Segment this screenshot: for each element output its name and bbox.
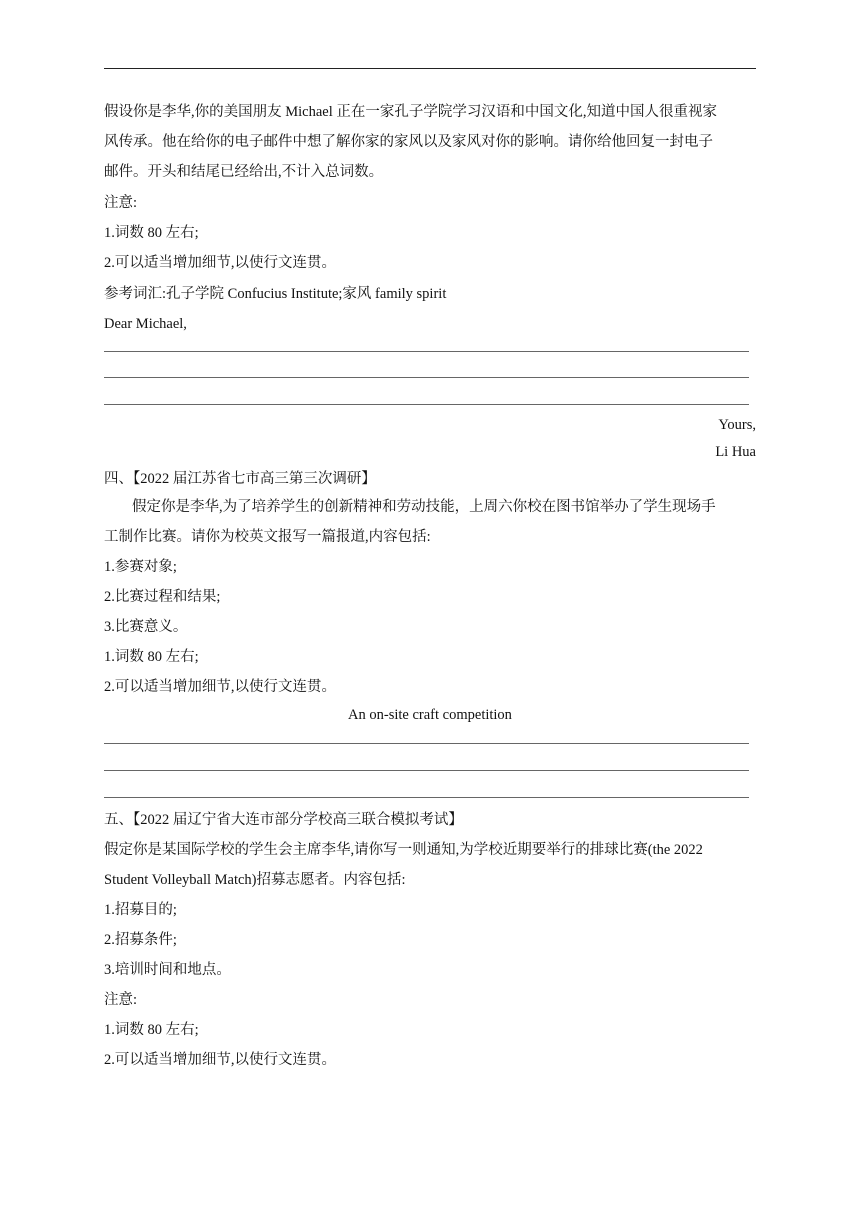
requirement-item: 1.词数 80 左右; [104,649,199,665]
content-item: 3.比赛意义。 [104,619,188,635]
section-heading: 四、【2022 届江苏省七市高三第三次调研】 [104,471,376,487]
answer-line [104,743,749,744]
requirement-item: 2.可以适当增加细节,以使行文连贯。 [104,679,336,695]
prompt-line: 假定你是李华,为了培养学生的创新精神和劳动技能，上周六你校在图书馆举办了学生现场手 [132,499,716,515]
section-heading: 五、【2022 届辽宁省大连市部分学校高三联合模拟考试】 [104,812,463,828]
prompt-line: 工制作比赛。请你为校英文报写一篇报道,内容包括: [104,529,431,545]
requirement-item: 1.词数 80 左右; [104,1022,199,1038]
header-rule [104,68,756,69]
answer-line [104,797,749,798]
requirement-item: 2.可以适当增加细节,以使行文连贯。 [104,255,336,271]
prompt-line: 假设你是李华,你的美国朋友 Michael 正在一家孔子学院学习汉语和中国文化,知道中国人很重视家 [104,104,718,120]
requirement-item: 1.词数 80 左右; [104,225,199,241]
requirement-item: 2.可以适当增加细节,以使行文连贯。 [104,1052,336,1068]
prompt-line: Student Volleyball Match)招募志愿者。内容包括: [104,872,406,888]
letter-closing: Yours, [718,417,756,433]
prompt-line: 风传承。他在给你的电子邮件中想了解你家的家风以及家风对你的影响。请你给他回复一封电子 [104,134,713,150]
note-label: 注意: [104,195,138,211]
content-item: 2.比赛过程和结果; [104,589,221,605]
letter-signature: Li Hua [715,444,756,460]
answer-line [104,404,749,405]
content-item: 1.参赛对象; [104,559,177,575]
essay-title: An on-site craft competition [348,707,512,723]
content-item: 2.招募条件; [104,932,177,948]
content-item: 3.培训时间和地点。 [104,962,231,978]
vocabulary-hint: 参考词汇:孔子学院 Confucius Institute;家风 family spirit [104,286,447,302]
letter-salutation: Dear Michael, [104,316,187,332]
prompt-line: 邮件。开头和结尾已经给出,不计入总词数。 [104,164,384,180]
answer-line [104,770,749,771]
prompt-line: 假定你是某国际学校的学生会主席李华,请你写一则通知,为学校近期要举行的排球比赛(the 2022 [104,842,703,858]
note-label: 注意: [104,992,138,1008]
answer-line [104,351,749,352]
answer-line [104,377,749,378]
content-item: 1.招募目的; [104,902,177,918]
